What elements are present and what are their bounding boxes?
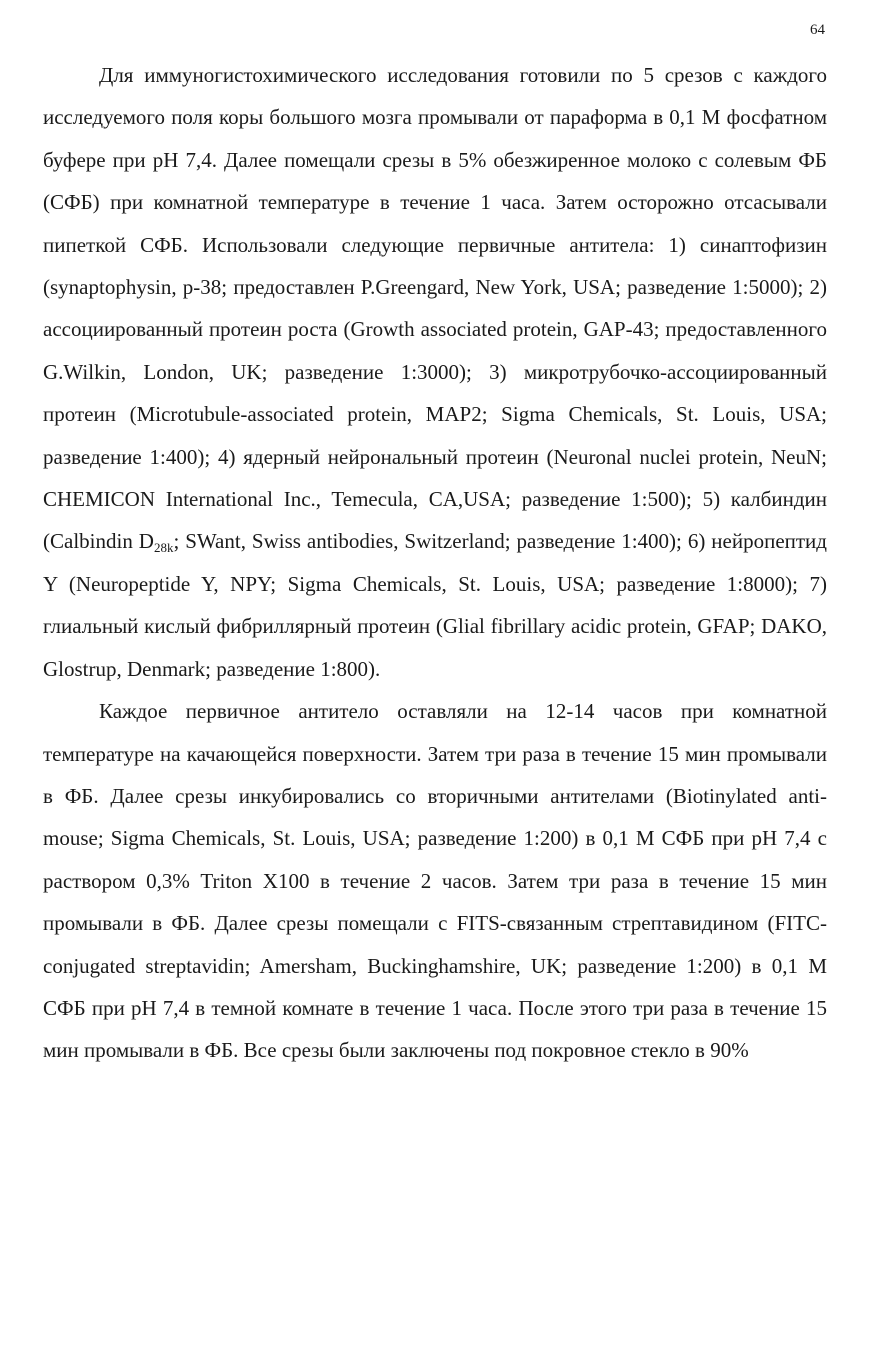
body-text — [43, 54, 827, 1072]
paragraph-methods-incubation: Каждое первичное антитело оставляли на 12-14 часов при комнатной температуре на качающейся поверхности. Затем три раза в течение 15 мин промывали в ФБ. Далее срезы инкубировались со вторичными антителами (Biotinylated anti-mouse; Sigma Chemicals, St. Louis, USA; разведение 1:200) в 0,1 М СФБ при pH 7,4 с раствором 0,3% Triton X100 в течение 2 часов. Затем три раза в течение 15 мин промывали в ФБ. Далее срезы помещали с FITS-связанным стрептавидином (FITC-conjugated streptavidin; Amersham, Buckinghamshire, UK; разведение 1:200) в 0,1 М СФБ при pH 7,4 в темной комнате в течение 1 часа. После этого три раза в течение 15 мин промывали в ФБ. Все срезы были заключены под покровное стекло в 90% — [43, 699, 827, 1063]
subscript: 28k — [153, 540, 174, 556]
paragraph-text: ; SWant, Swiss antibodies, Switzerland; разведение 1:400); 6) нейропептид Y (Neuropeptide Y, NPY; Sigma Chemicals, St. Louis, USA; разведение 1:8000); 7) глиальный кислый фибриллярный протеин (Glial fibrillary acidic protein, GFAP; DAKO, Glostrup, Denmark; разведение 1:800). — [43, 529, 827, 681]
page-number: 64 — [810, 22, 825, 38]
paragraph-text: Для иммуногистохимического исследования готовили по 5 срезов с каждого исследуемого поля коры большого мозга промывали от параформа в 0,1 М фосфатном буфере при pH 7,4. Далее помещали срезы в 5% обезжиренное молоко с солевым ФБ (СФБ) при комнатной температуре в течение 1 часа. Затем осторожно отсасывали пипеткой СФБ. Использовали следующие первичные антитела: 1) синаптофизин (synaptophysin, p-38; предоставлен P.Greengard, New York, USA; разведение 1:5000); 2) ассоциированный протеин роста (Growth associated protein, GAP-43; предоставленного G.Wilkin, London, UK; разведение 1:3000); 3) микротрубочко-ассоциированный протеин (Microtubule-associated protein, MAP2; Sigma Chemicals, St. Louis, USA; разведение 1:400); 4) ядерный нейрональный протеин (Neuronal nuclei protein, NeuN; CHEMICON International Inc., Temecula, CA,USA; разведение 1:500); 5) калбиндин (Calbindin D — [43, 63, 827, 554]
paragraph-methods-primary-antibodies — [43, 54, 827, 690]
